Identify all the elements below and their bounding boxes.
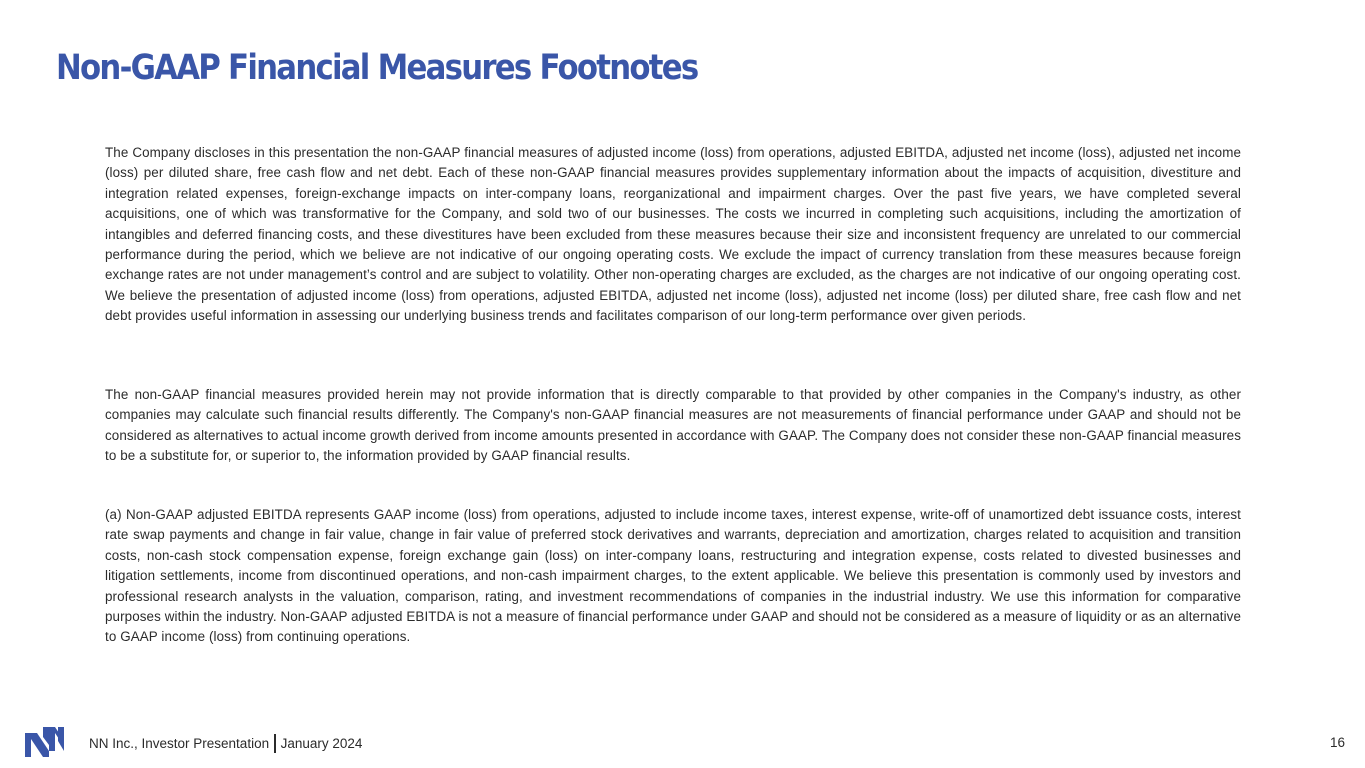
footer-separator	[274, 734, 276, 753]
nn-logo-icon	[25, 727, 65, 757]
paragraph-non-gaap-disclosure	[105, 143, 1241, 327]
paragraph-text: The non-GAAP financial measures provided herein may not provide information that is directly comparable to that provided by other companies in the Company's industry, as other companies may calculate such financial results differently. The Company's non-GAAP financial measures are not measurements of financial performance under GAAP and should not be considered as alternatives to actual income growth derived from income amounts presented in accordance with GAAP. The Company does not consider these non-GAAP financial measures to be a substitute for, or superior to, the information provided by GAAP financial results.	[105, 387, 1241, 464]
footer-date: January 2024	[280, 735, 363, 751]
paragraph-footnote-a	[105, 505, 1241, 648]
paragraph-text: The Company discloses in this presentation the non-GAAP financial measures of adjusted income (loss) from operations, adjusted EBITDA, adjusted net income (loss), adjusted net income (loss) per diluted share, free cash flow and net debt. Each of these non-GAAP financial measures provides supplementary information about the impacts of acquisition, divestiture and integration related expenses, foreign-exchange impacts on inter-company loans, reorganizational and impairment charges. Over the past five years, we have completed several acquisitions, one of which was transformative for the Company, and sold two of our businesses. The costs we incurred in completing such acquisitions, including the amortization of intangibles and deferred financing costs, and these divestitures have been excluded from these measures because their size and inconsistent frequency are unrelated to our commercial performance during the period, which we believe are not indicative of our ongoing operating costs. We exclude the impact of currency translation from these measures because foreign exchange rates are not under management’s control and are subject to volatility. Other non-operating charges are excluded, as the charges are not indicative of our ongoing operating cost. We believe the presentation of adjusted income (loss) from operations, adjusted EBITDA, adjusted net income (loss), adjusted net income (loss) per diluted share, free cash flow and net debt provides useful information in assessing our underlying business trends and facilitates comparison of our long-term performance over given periods.	[105, 145, 1241, 324]
footer-caption	[89, 734, 362, 753]
footer	[0, 726, 1365, 760]
paragraph-comparability	[105, 385, 1241, 467]
page-number: 16	[1329, 735, 1345, 750]
page-title: Non-GAAP Financial Measures Footnotes	[56, 48, 698, 88]
paragraph-text: (a) Non-GAAP adjusted EBITDA represents GAAP income (loss) from operations, adjusted to include income taxes, interest expense, write-off of unamortized debt issuance costs, interest rate swap payments and change in fair value, change in fair value of preferred stock derivatives and warrants, depreciation and amortization, charges related to acquisition and transition costs, non-cash stock compensation expense, foreign exchange gain (loss) on inter-company loans, restructuring and integration expense, costs related to divested businesses and litigation settlements, income from discontinued operations, and non-cash impairment charges, to the extent applicable. We believe this presentation is commonly used by investors and professional research analysts in the valuation, comparison, rating, and investment recommendations of companies in the industrial industry. We use this information for comparative purposes within the industry. Non-GAAP adjusted EBITDA is not a measure of financial performance under GAAP and should not be considered as a measure of liquidity or as an alternative to GAAP income (loss) from continuing operations.	[105, 507, 1241, 645]
footer-company: NN Inc., Investor Presentation	[89, 735, 270, 751]
